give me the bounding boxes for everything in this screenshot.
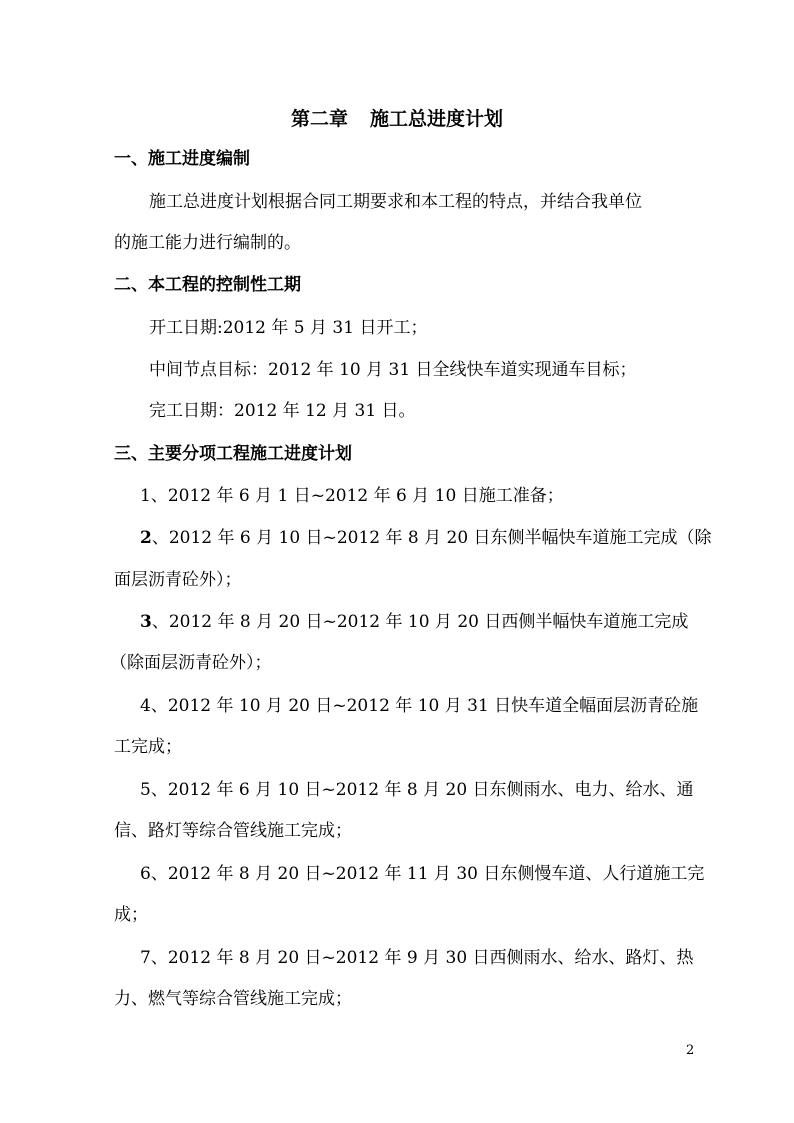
item-continuation: 信、路灯等综合管线施工完成；	[114, 821, 352, 841]
list-item	[140, 863, 794, 885]
list-item	[140, 485, 794, 507]
item-text: 、2012 年 10 月 20 日~2012 年 10 月 31 日快车道全幅面层沥青砼施	[150, 696, 699, 716]
item-number: 6	[140, 864, 151, 884]
paragraph-line: 施工总进度计划根据合同工期要求和本工程的特点，并结合我单位	[149, 192, 642, 212]
list-item	[140, 611, 794, 633]
list-item	[140, 947, 794, 969]
item-text: 、2012 年 6 月 10 日~2012 年 8 月 20 日东侧雨水、电力、给水、通	[150, 780, 694, 800]
item-text: 、2012 年 8 月 20 日~2012 年 11 月 30 日东侧慢车道、人行道施工完	[150, 864, 705, 884]
item-continuation: 成；	[114, 905, 148, 925]
list-item	[140, 527, 794, 549]
item-number: 1	[140, 486, 151, 506]
page-number: 2	[686, 1043, 695, 1058]
list-item	[140, 779, 794, 801]
item-continuation: 面层沥青砼外）；	[114, 570, 242, 590]
item-text: 、2012 年 8 月 20 日~2012 年 9 月 30 日西侧雨水、给水、路灯、热	[150, 948, 694, 968]
paragraph-line: 的施工能力进行编制的。	[114, 233, 301, 253]
item-text: 、2012 年 6 月 10 日~2012 年 8 月 20 日东侧半幅快车道施工完成（除	[151, 528, 712, 548]
chapter-number: 第二章	[290, 108, 348, 130]
item-text: 、2012 年 8 月 20 日~2012 年 10 月 20 日西侧半幅快车道施工完成	[151, 612, 689, 632]
list-item	[140, 695, 794, 717]
page-title	[0, 106, 794, 132]
schedule-milestone: 中间节点目标：2012 年 10 月 31 日全线快车道实现通车目标；	[149, 360, 637, 380]
schedule-start-date: 开工日期:2012 年 5 月 31 日开工；	[149, 318, 428, 338]
item-number: 2	[140, 528, 152, 548]
item-number: 3	[140, 612, 152, 632]
schedule-completion-date: 完工日期：2012 年 12 月 31 日。	[149, 401, 416, 421]
item-text: 、2012 年 6 月 1 日~2012 年 6 月 10 日施工准备；	[150, 486, 564, 506]
section-heading-1: 一、施工进度编制	[114, 149, 250, 169]
section-heading-2: 二、本工程的控制性工期	[114, 275, 301, 295]
item-number: 4	[140, 696, 151, 716]
item-number: 5	[140, 780, 151, 800]
section-heading-3: 三、主要分项工程施工进度计划	[114, 444, 352, 464]
item-continuation: 工完成；	[114, 737, 182, 757]
chapter-name: 施工总进度计划	[370, 108, 504, 130]
item-number: 7	[140, 948, 151, 968]
item-continuation: （除面层沥青砼外）；	[110, 653, 272, 673]
item-continuation: 力、燃气等综合管线施工完成；	[114, 989, 352, 1009]
